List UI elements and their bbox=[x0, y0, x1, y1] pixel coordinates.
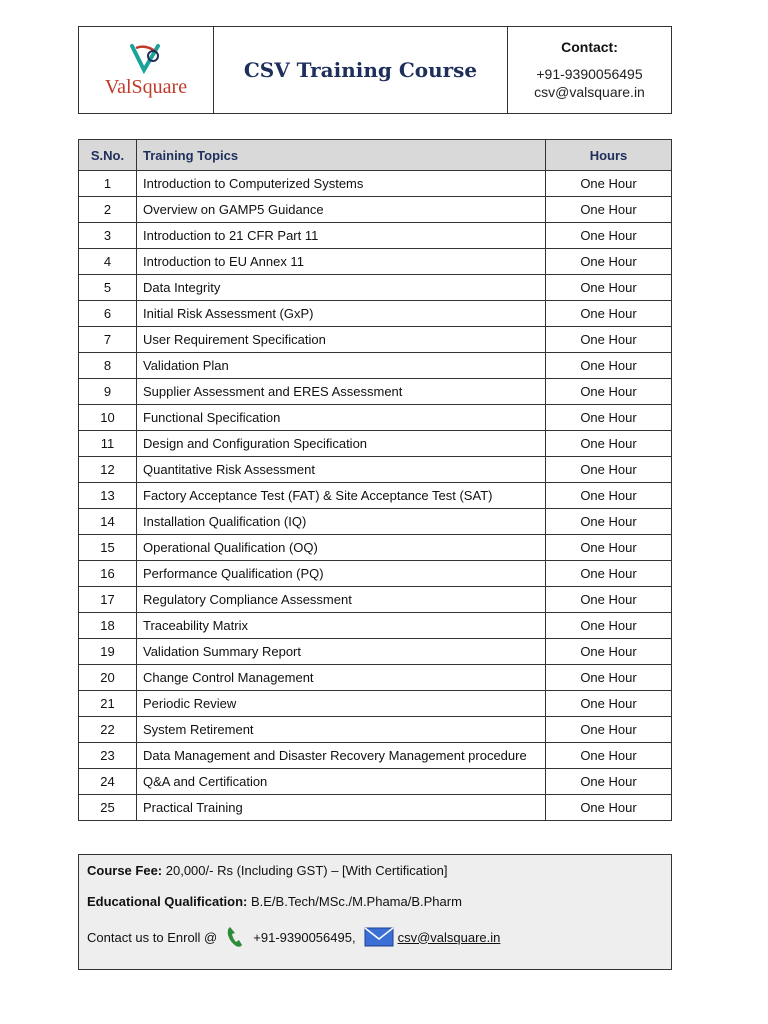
row-sno: 10 bbox=[79, 405, 137, 431]
row-hours: One Hour bbox=[546, 405, 672, 431]
row-hours: One Hour bbox=[546, 431, 672, 457]
table-row bbox=[79, 457, 672, 483]
row-topic: Validation Plan bbox=[137, 353, 546, 379]
table-row bbox=[79, 769, 672, 795]
row-hours: One Hour bbox=[546, 691, 672, 717]
row-topic: Initial Risk Assessment (GxP) bbox=[137, 301, 546, 327]
row-topic: Functional Specification bbox=[137, 405, 546, 431]
table-row bbox=[79, 327, 672, 353]
table-row bbox=[79, 639, 672, 665]
row-topic: Data Management and Disaster Recovery Management procedure bbox=[137, 743, 546, 769]
row-topic: Operational Qualification (OQ) bbox=[137, 535, 546, 561]
row-topic: Introduction to EU Annex 11 bbox=[137, 249, 546, 275]
logo-cell bbox=[79, 27, 214, 113]
table-row bbox=[79, 535, 672, 561]
contact-cell bbox=[508, 27, 671, 113]
table-row bbox=[79, 561, 672, 587]
table-row bbox=[79, 691, 672, 717]
row-hours: One Hour bbox=[546, 769, 672, 795]
row-sno: 1 bbox=[79, 171, 137, 197]
row-hours: One Hour bbox=[546, 613, 672, 639]
table-row bbox=[79, 509, 672, 535]
table-row bbox=[79, 301, 672, 327]
table-row bbox=[79, 665, 672, 691]
row-hours: One Hour bbox=[546, 171, 672, 197]
row-sno: 19 bbox=[79, 639, 137, 665]
row-hours: One Hour bbox=[546, 275, 672, 301]
logo-text: ValSquare bbox=[104, 75, 188, 98]
row-sno: 5 bbox=[79, 275, 137, 301]
course-fee-label: Course Fee: bbox=[87, 863, 163, 878]
row-sno: 3 bbox=[79, 223, 137, 249]
row-hours: One Hour bbox=[546, 327, 672, 353]
row-sno: 21 bbox=[79, 691, 137, 717]
enroll-line bbox=[87, 925, 663, 949]
row-hours: One Hour bbox=[546, 535, 672, 561]
row-topic: Installation Qualification (IQ) bbox=[137, 509, 546, 535]
row-topic: Supplier Assessment and ERES Assessment bbox=[137, 379, 546, 405]
row-sno: 23 bbox=[79, 743, 137, 769]
table-row bbox=[79, 717, 672, 743]
mail-icon bbox=[364, 927, 394, 947]
table-row bbox=[79, 223, 672, 249]
row-hours: One Hour bbox=[546, 639, 672, 665]
row-topic: Traceability Matrix bbox=[137, 613, 546, 639]
row-topic: User Requirement Specification bbox=[137, 327, 546, 353]
row-topic: Periodic Review bbox=[137, 691, 546, 717]
row-hours: One Hour bbox=[546, 587, 672, 613]
row-hours: One Hour bbox=[546, 717, 672, 743]
row-sno: 15 bbox=[79, 535, 137, 561]
table-row bbox=[79, 587, 672, 613]
table-row bbox=[79, 795, 672, 821]
contact-email: csv@valsquare.in bbox=[534, 84, 645, 100]
row-hours: One Hour bbox=[546, 301, 672, 327]
row-topic: Overview on GAMP5 Guidance bbox=[137, 197, 546, 223]
row-topic: Factory Acceptance Test (FAT) & Site Acceptance Test (SAT) bbox=[137, 483, 546, 509]
row-topic: Quantitative Risk Assessment bbox=[137, 457, 546, 483]
row-hours: One Hour bbox=[546, 665, 672, 691]
table-row bbox=[79, 197, 672, 223]
row-sno: 20 bbox=[79, 665, 137, 691]
row-sno: 14 bbox=[79, 509, 137, 535]
row-sno: 18 bbox=[79, 613, 137, 639]
row-sno: 16 bbox=[79, 561, 137, 587]
row-topic: Performance Qualification (PQ) bbox=[137, 561, 546, 587]
contact-phone: +91-9390056495 bbox=[536, 66, 643, 82]
row-hours: One Hour bbox=[546, 223, 672, 249]
enroll-phone: +91-9390056495, bbox=[253, 929, 356, 945]
row-sno: 8 bbox=[79, 353, 137, 379]
table-header-row bbox=[79, 140, 672, 171]
page-title: CSV Training Course bbox=[243, 58, 478, 82]
table-row bbox=[79, 431, 672, 457]
table-row bbox=[79, 275, 672, 301]
table-row bbox=[79, 379, 672, 405]
row-sno: 13 bbox=[79, 483, 137, 509]
row-sno: 7 bbox=[79, 327, 137, 353]
title-cell bbox=[214, 27, 508, 113]
row-hours: One Hour bbox=[546, 483, 672, 509]
table-row bbox=[79, 249, 672, 275]
row-hours: One Hour bbox=[546, 743, 672, 769]
header-sno: S.No. bbox=[79, 140, 137, 171]
table-row bbox=[79, 353, 672, 379]
row-topic: Introduction to Computerized Systems bbox=[137, 171, 546, 197]
row-topic: Q&A and Certification bbox=[137, 769, 546, 795]
document-header bbox=[78, 26, 672, 114]
row-topic: Regulatory Compliance Assessment bbox=[137, 587, 546, 613]
row-topic: System Retirement bbox=[137, 717, 546, 743]
course-info-box bbox=[78, 854, 672, 970]
row-sno: 2 bbox=[79, 197, 137, 223]
row-topic: Design and Configuration Specification bbox=[137, 431, 546, 457]
row-hours: One Hour bbox=[546, 509, 672, 535]
row-topic: Introduction to 21 CFR Part 11 bbox=[137, 223, 546, 249]
row-hours: One Hour bbox=[546, 249, 672, 275]
row-sno: 22 bbox=[79, 717, 137, 743]
course-fee-line bbox=[87, 863, 663, 878]
row-sno: 17 bbox=[79, 587, 137, 613]
row-hours: One Hour bbox=[546, 457, 672, 483]
enroll-text: Contact us to Enroll @ bbox=[87, 929, 218, 945]
row-topic: Data Integrity bbox=[137, 275, 546, 301]
header-topics: Training Topics bbox=[137, 140, 546, 171]
qualification-value: B.E/B.Tech/MSc./M.Phama/B.Pharm bbox=[247, 894, 462, 909]
row-sno: 24 bbox=[79, 769, 137, 795]
row-hours: One Hour bbox=[546, 795, 672, 821]
training-topics-table bbox=[78, 139, 672, 821]
header-hours: Hours bbox=[546, 140, 672, 171]
row-topic: Practical Training bbox=[137, 795, 546, 821]
row-hours: One Hour bbox=[546, 379, 672, 405]
table-row bbox=[79, 743, 672, 769]
table-row bbox=[79, 613, 672, 639]
row-hours: One Hour bbox=[546, 197, 672, 223]
row-sno: 4 bbox=[79, 249, 137, 275]
course-fee-value: 20,000/- Rs (Including GST) – [With Certification] bbox=[162, 863, 448, 878]
row-topic: Change Control Management bbox=[137, 665, 546, 691]
table-row bbox=[79, 405, 672, 431]
qualification-line bbox=[87, 894, 663, 909]
valsquare-logo-icon bbox=[126, 42, 166, 74]
row-sno: 6 bbox=[79, 301, 137, 327]
row-sno: 12 bbox=[79, 457, 137, 483]
row-sno: 25 bbox=[79, 795, 137, 821]
phone-icon bbox=[225, 925, 245, 949]
row-hours: One Hour bbox=[546, 561, 672, 587]
row-sno: 9 bbox=[79, 379, 137, 405]
table-row bbox=[79, 483, 672, 509]
contact-heading: Contact: bbox=[561, 39, 618, 55]
row-hours: One Hour bbox=[546, 353, 672, 379]
enroll-email-link[interactable]: csv@valsquare.in bbox=[397, 929, 501, 945]
row-topic: Validation Summary Report bbox=[137, 639, 546, 665]
table-row bbox=[79, 171, 672, 197]
qualification-label: Educational Qualification: bbox=[87, 894, 248, 909]
row-sno: 11 bbox=[79, 431, 137, 457]
